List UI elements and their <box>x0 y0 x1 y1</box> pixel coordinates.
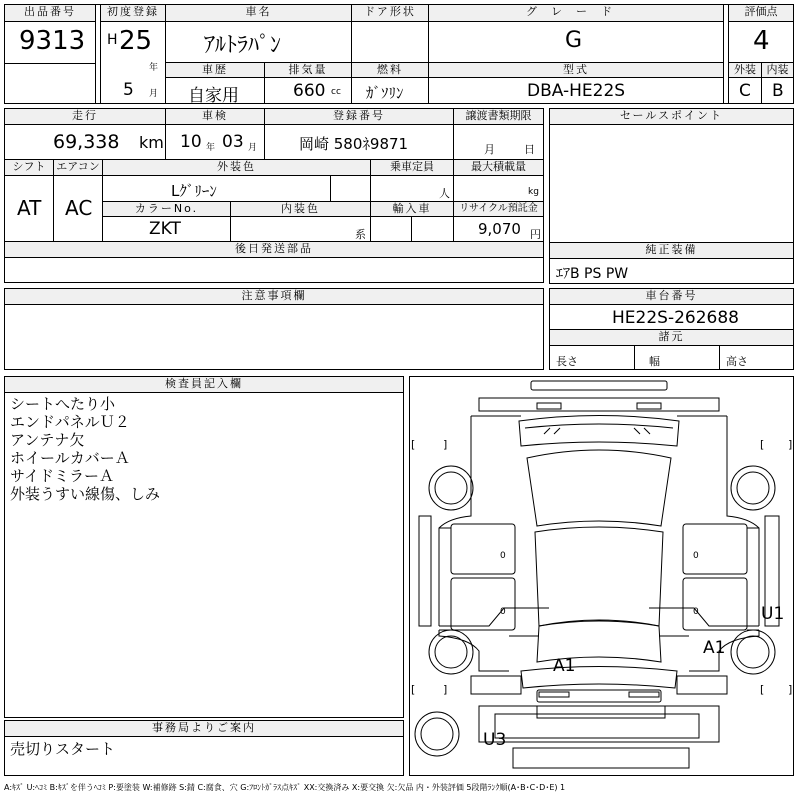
mileage-cell <box>4 124 166 160</box>
history-cell <box>165 77 265 104</box>
inspection-cell <box>165 124 265 160</box>
score-cell <box>728 21 794 63</box>
insp-year-unit: 年 <box>206 143 216 153</box>
model-code-value: DBA-HE22S <box>527 81 626 101</box>
bracket-left-top: [ <box>411 438 416 451</box>
o-mark: 0 <box>693 551 699 561</box>
shift-header: シフト <box>4 159 54 176</box>
note-line: アンテナ欠 <box>10 431 85 449</box>
int-color-cell <box>230 216 371 242</box>
fuel-cell <box>351 77 429 104</box>
height-cell <box>719 345 794 370</box>
bracket-right-top2: ] <box>788 438 793 451</box>
transfer-docs-header: 譲渡書類期限 <box>453 108 544 125</box>
caution-header: 注意事項欄 <box>4 288 544 305</box>
sales-points-cell <box>549 124 794 243</box>
lot-no-blank <box>4 63 96 104</box>
interior-grade-cell <box>761 77 794 104</box>
aircon-header: エアコン <box>53 159 103 176</box>
reg-number-cell <box>264 124 454 160</box>
damage-mark-u1: U1 <box>761 604 785 624</box>
grade-header: グレード <box>428 4 724 22</box>
reg-number-header: 登録番号 <box>264 108 454 125</box>
sales-points-header: セールスポイント <box>549 108 794 125</box>
inspection-header: 車検 <box>165 108 265 125</box>
inspector-header: 検査員記入欄 <box>4 376 404 393</box>
exterior-grade-cell <box>728 77 762 104</box>
recycle-value: 9,070 <box>478 220 521 238</box>
interior-grade-header: 内装 <box>761 62 794 78</box>
bracket-right-bot: ] <box>443 683 448 696</box>
height-label: 高さ <box>726 355 748 368</box>
legend: A:ｷｽﾞ U:ﾍｺﾐ B:ｷｽﾞを伴うﾍｺﾐ P:要塗装 W:補修跡 S:錆 C:腐食、穴 G:ﾌﾛﾝﾄｶﾞﾗｽ点ｷｽﾞ XX:交換済み X:要交換 欠:欠品 内・外装評価 5段階ﾗﾝｸ順(A･B･C･D･E) 1 <box>4 783 566 792</box>
mileage-unit: km <box>139 133 164 152</box>
car-name-cell <box>165 21 352 63</box>
score-header: 評価点 <box>728 4 794 22</box>
history-header: 車歴 <box>165 62 265 78</box>
door-cell <box>351 21 429 63</box>
max-load-header: 最大積載量 <box>453 159 544 176</box>
o-mark: 0 <box>500 551 506 561</box>
displacement-header: 排気量 <box>264 62 352 78</box>
bracket-left-top2: [ <box>760 438 765 451</box>
first-reg-cell <box>100 21 166 104</box>
displacement-cell <box>264 77 352 104</box>
genuine-cell <box>549 258 794 284</box>
model-code-header: 型式 <box>428 62 724 78</box>
color-no-cell <box>102 216 231 242</box>
aircon-value: AC <box>65 196 93 220</box>
caution-cell <box>4 304 544 370</box>
int-color-header: 内装色 <box>230 201 371 217</box>
recycle-cell <box>453 216 544 242</box>
exterior-grade-value: C <box>739 81 751 101</box>
office-note: 売切りスタート <box>10 740 116 758</box>
chassis-cell <box>549 304 794 330</box>
o-mark: 0 <box>693 607 699 617</box>
bracket-left-bot2: [ <box>760 683 765 696</box>
bracket-right-bot2: ] <box>788 683 793 696</box>
transfer-docs-cell <box>453 124 544 160</box>
ext-color-header: 外装色 <box>102 159 371 176</box>
score-value: 4 <box>753 26 770 56</box>
damage-mark-u3: U3 <box>483 730 507 750</box>
genuine-value: ｴｱB PS PW <box>556 266 629 282</box>
width-label: 幅 <box>649 355 660 368</box>
import-cell-a <box>370 216 412 242</box>
chassis-header: 車台番号 <box>549 288 794 305</box>
car-name-value: ｱﾙﾄﾗﾊﾟﾝ <box>204 33 282 58</box>
grade-cell <box>428 21 724 63</box>
displacement-unit: cc <box>331 87 341 97</box>
damage-mark-a1-right: A1 <box>703 638 726 658</box>
bracket-right-top: ] <box>443 438 448 451</box>
car-diagram <box>409 376 794 776</box>
lot-no-cell <box>4 21 96 64</box>
grade-value: G <box>565 28 583 53</box>
note-line: シートへたり小 <box>10 395 116 413</box>
int-color-unit: 系 <box>355 228 366 241</box>
car-name-header: 車名 <box>165 4 352 22</box>
mileage-value: 69,338 <box>53 131 120 153</box>
model-code-cell <box>428 77 724 104</box>
shift-value: AT <box>17 196 42 220</box>
docs-month-label: 月 <box>484 143 495 156</box>
ext-color-extra <box>330 175 371 202</box>
width-cell <box>634 345 720 370</box>
inspector-cell <box>4 392 404 718</box>
office-header: 事務局よりご案内 <box>4 720 404 737</box>
capacity-header: 乗車定員 <box>370 159 454 176</box>
max-load-unit: kg <box>528 187 539 197</box>
exterior-grade-header: 外装 <box>728 62 762 78</box>
import-cell-b <box>411 216 454 242</box>
color-no-value: ZKT <box>149 219 181 239</box>
recycle-unit: 円 <box>530 228 541 241</box>
shift-cell <box>4 175 54 242</box>
year-unit: 年 <box>149 63 159 73</box>
import-header: 輸入車 <box>370 201 454 217</box>
capacity-cell <box>370 175 454 202</box>
later-parts-header: 後日発送部品 <box>4 241 544 258</box>
damage-mark-a1-left: A1 <box>553 656 576 676</box>
interior-grade-value: B <box>772 81 784 101</box>
insp-year-value: 10 <box>180 132 202 152</box>
mileage-header: 走行 <box>4 108 166 125</box>
docs-day-label: 日 <box>524 143 535 156</box>
genuine-header: 純正装備 <box>549 242 794 259</box>
max-load-cell <box>453 175 544 202</box>
chassis-value: HE22S-262688 <box>612 308 739 328</box>
length-cell <box>549 345 635 370</box>
aircon-cell <box>53 175 103 242</box>
displacement-value: 660 <box>293 81 326 101</box>
inspector-notes <box>10 395 160 503</box>
reg-number-value: 岡崎 580ﾈ9871 <box>299 135 409 153</box>
lot-no-header: 出品番号 <box>4 4 96 22</box>
bracket-left-bot: [ <box>411 683 416 696</box>
month-value: 5 <box>123 80 134 100</box>
recycle-header: リサイクル預託金 <box>453 201 544 217</box>
era-value: H <box>107 32 118 48</box>
o-mark: 0 <box>500 607 506 617</box>
color-no-header: カラーNo. <box>102 201 231 217</box>
capacity-unit: 人 <box>439 187 450 200</box>
note-line: サイドミラーＡ <box>10 467 114 485</box>
note-line: ホイールカバーＡ <box>10 449 130 467</box>
ext-color-cell <box>102 175 331 202</box>
note-line: 外装うすい線傷、しみ <box>10 485 161 503</box>
year-value: 25 <box>119 26 153 56</box>
office-cell <box>4 736 404 776</box>
specs-header: 諸元 <box>549 329 794 346</box>
history-value: 自家用 <box>188 86 239 106</box>
door-header: ドア形状 <box>351 4 429 22</box>
ext-color-value: Lｸﾞﾘｰﾝ <box>171 182 217 200</box>
fuel-header: 燃料 <box>351 62 429 78</box>
note-line: エンドパネルＵ２ <box>10 413 130 431</box>
fuel-value: ｶﾞｿﾘﾝ <box>366 84 404 102</box>
lot-no-value: 9313 <box>19 26 86 56</box>
length-label: 長さ <box>556 355 578 368</box>
month-unit: 月 <box>149 89 159 99</box>
first-reg-header: 初度登録 <box>100 4 166 22</box>
insp-month-value: 03 <box>222 132 244 152</box>
later-parts-cell <box>4 257 544 283</box>
insp-month-unit: 月 <box>248 143 258 153</box>
